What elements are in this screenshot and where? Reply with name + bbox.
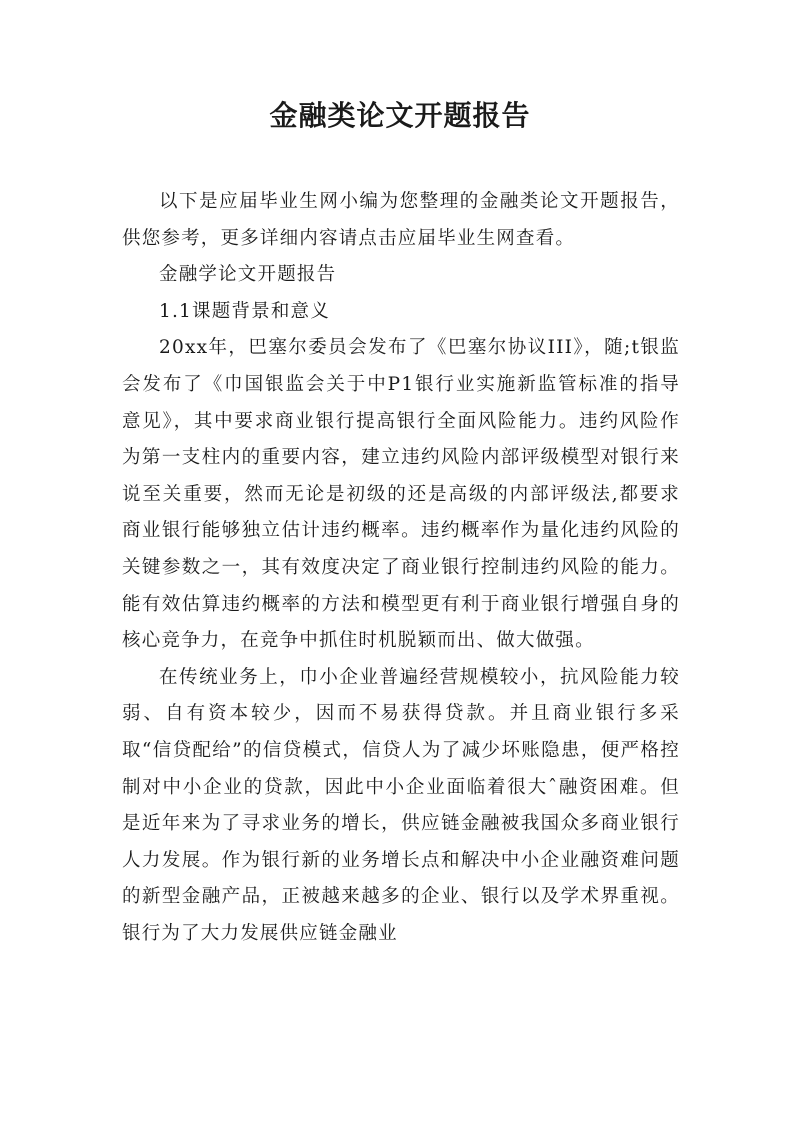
body-paragraph: 20xx年，巴塞尔委员会发布了《巴塞尔协议III》，随;t银监会发布了《巾国银监会关于中P1银行业实施新监管标准的指导意见》，其中要求商业银行提高银行全面风险能力。违约风险作为第一支柱内的重要内容，建立违约风险内部评级模型对银行来说至关重要，然而无论是初级的还是高级的内部评级法,都要求商业银行能够独立估计违约概率。违约概率作为量化违约风险的关键参数之一，其有效度决定了商业银行控制违约风险的能力。能有效估算违约概率的方法和模型更有利于商业银行增强自身的核心竞争力，在竞争中抓住时机脱颖而出、做大做强。 xyxy=(122,337,680,652)
page-title: 金融类论文开题报告 xyxy=(269,99,531,132)
intro-paragraph: 以下是应届毕业生网小编为您整理的金融类论文开题报告，供您参考，更多详细内容请点击应届毕业生网查看。 xyxy=(122,191,680,249)
body-paragraph: 在传统业务上，巾小企业普遍经营规模较小，抗风险能力较弱、自有资本较少，因而不易获得贷款。并且商业银行多采取“信贷配给”的信贷模式，信贷人为了减少坏账隐患，便严格控制对中小企业的贷款，因此中小企业面临着很大ˆ融资困难。但是近年来为了寻求业务的增长，供应链金融被我国众多商业银行人力发展。作为银行新的业务增长点和解决中小企业融资难问题的新型金融产品，正被越来越多的企业、银行以及学术界重视。银行为了大力发展供应链金融业 xyxy=(122,666,680,944)
document-body xyxy=(122,184,680,952)
subsection-heading: 1.1课题背景和意义 xyxy=(159,300,330,322)
section-heading: 金融学论文开题报告 xyxy=(159,264,337,286)
